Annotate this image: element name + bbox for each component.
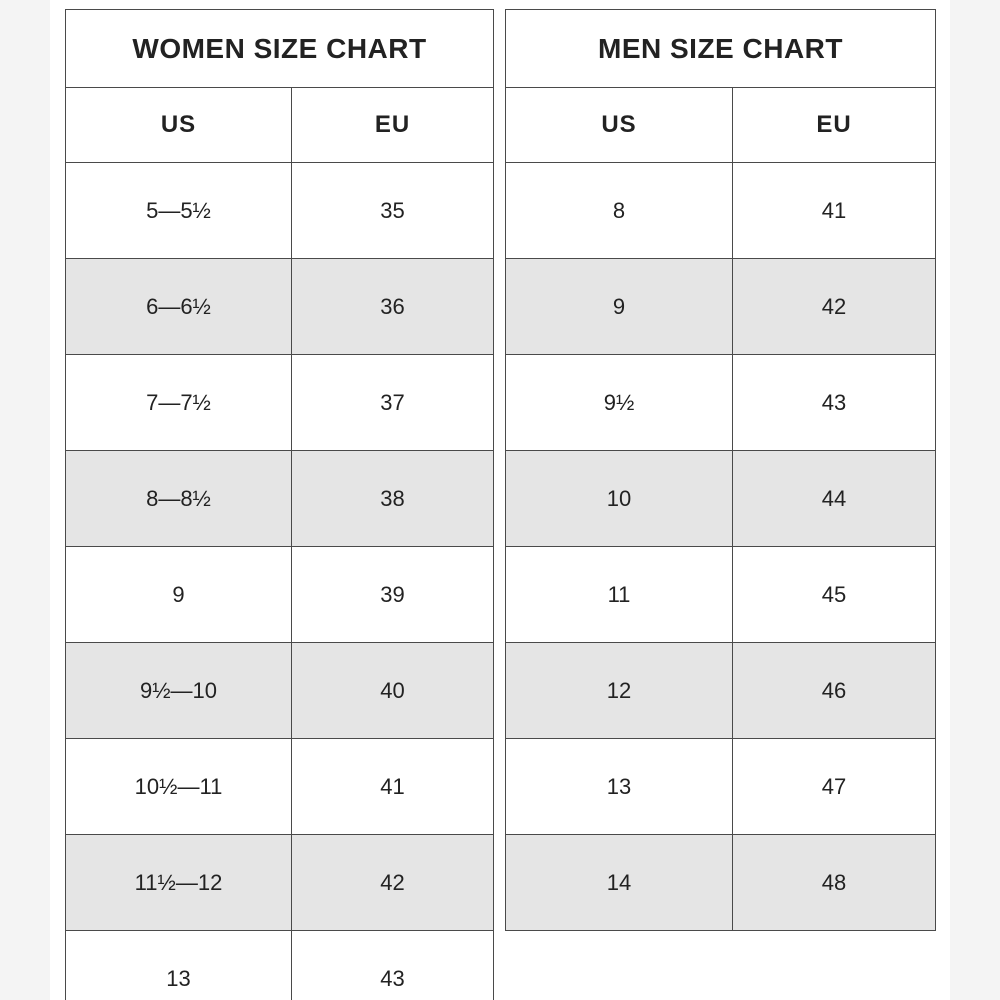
women-eu-size-cell: 41 xyxy=(292,739,494,835)
table-row xyxy=(506,739,936,835)
women-eu-size-cell: 36 xyxy=(292,259,494,355)
women-us-header: US xyxy=(66,88,292,163)
women-us-size-cell: 5—5½ xyxy=(66,163,292,259)
women-us-size-cell: 7—7½ xyxy=(66,355,292,451)
table-row xyxy=(66,451,494,547)
men-us-size-cell: 9½ xyxy=(506,355,733,451)
women-eu-size-cell: 35 xyxy=(292,163,494,259)
men-eu-size-cell: 47 xyxy=(733,739,936,835)
table-row xyxy=(66,355,494,451)
women-eu-size-cell: 42 xyxy=(292,835,494,931)
men-eu-size-cell: 45 xyxy=(733,547,936,643)
men-us-size-cell: 11 xyxy=(506,547,733,643)
women-eu-size-cell: 38 xyxy=(292,451,494,547)
women-chart-title: WOMEN SIZE CHART xyxy=(66,10,494,88)
women-us-size-cell: 6—6½ xyxy=(66,259,292,355)
men-eu-size-cell: 46 xyxy=(733,643,936,739)
men-us-size-cell: 13 xyxy=(506,739,733,835)
women-eu-size-cell: 39 xyxy=(292,547,494,643)
men-us-header: US xyxy=(506,88,733,163)
men-eu-size-cell: 42 xyxy=(733,259,936,355)
women-eu-size-cell: 43 xyxy=(292,931,494,1000)
table-row xyxy=(506,355,936,451)
table-row xyxy=(506,835,936,931)
table-row xyxy=(506,547,936,643)
men-us-size-cell: 8 xyxy=(506,163,733,259)
table-row xyxy=(506,163,936,259)
men-eu-size-cell: 41 xyxy=(733,163,936,259)
men-chart-title: MEN SIZE CHART xyxy=(506,10,936,88)
table-row xyxy=(66,259,494,355)
women-us-size-cell: 10½—11 xyxy=(66,739,292,835)
table-row xyxy=(506,643,936,739)
men-us-size-cell: 9 xyxy=(506,259,733,355)
women-size-chart-body xyxy=(66,10,494,1000)
women-us-size-cell: 8—8½ xyxy=(66,451,292,547)
women-eu-size-cell: 40 xyxy=(292,643,494,739)
table-row xyxy=(506,451,936,547)
women-us-size-cell: 13 xyxy=(66,931,292,1000)
table-row xyxy=(66,739,494,835)
table-row xyxy=(66,643,494,739)
men-us-size-cell: 10 xyxy=(506,451,733,547)
men-size-chart xyxy=(505,9,936,931)
men-eu-size-cell: 44 xyxy=(733,451,936,547)
table-row xyxy=(66,547,494,643)
men-eu-header: EU xyxy=(733,88,936,163)
women-us-size-cell: 9½—10 xyxy=(66,643,292,739)
women-eu-size-cell: 37 xyxy=(292,355,494,451)
table-row xyxy=(66,931,494,1000)
men-eu-size-cell: 43 xyxy=(733,355,936,451)
men-us-size-cell: 14 xyxy=(506,835,733,931)
men-us-size-cell: 12 xyxy=(506,643,733,739)
table-row xyxy=(66,835,494,931)
table-row xyxy=(506,259,936,355)
women-size-chart xyxy=(65,9,494,1000)
women-us-size-cell: 9 xyxy=(66,547,292,643)
women-eu-header: EU xyxy=(292,88,494,163)
women-us-size-cell: 11½—12 xyxy=(66,835,292,931)
table-row xyxy=(66,163,494,259)
men-size-chart-body xyxy=(506,10,936,931)
men-eu-size-cell: 48 xyxy=(733,835,936,931)
